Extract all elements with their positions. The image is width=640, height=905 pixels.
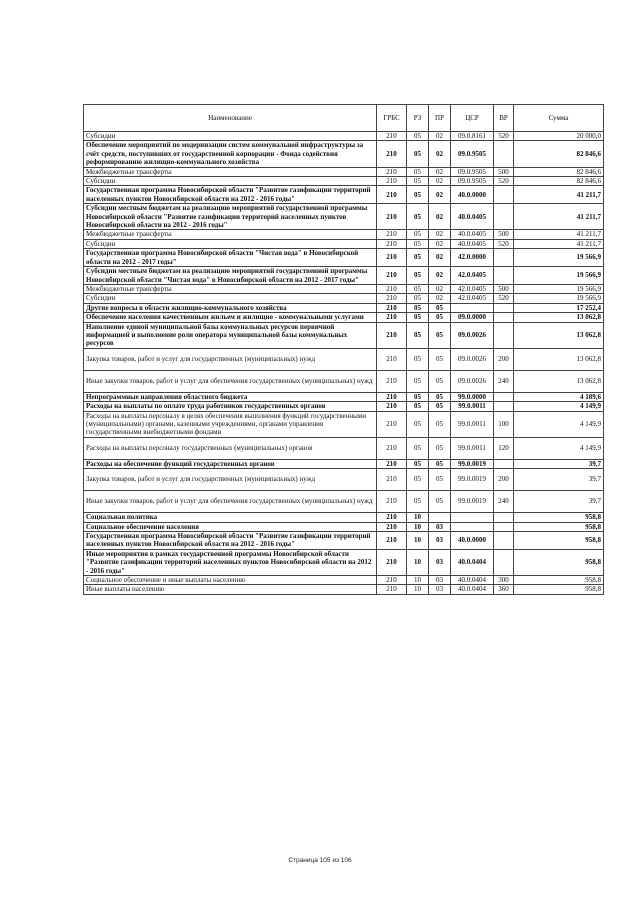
cell-sum: 13 062,8 — [514, 370, 604, 392]
cell-rz: 10 — [407, 522, 429, 531]
cell-grbs: 210 — [377, 491, 407, 513]
cell-rz: 05 — [407, 186, 429, 204]
table-row — [84, 204, 604, 230]
table-row — [84, 177, 604, 186]
cell-grbs: 210 — [377, 177, 407, 186]
cell-sum: 82 846,6 — [514, 177, 604, 186]
cell-csr: 40.0.0405 — [451, 239, 494, 248]
cell-grbs: 210 — [377, 522, 407, 531]
cell-rz: 10 — [407, 576, 429, 585]
cell-grbs: 210 — [377, 167, 407, 176]
cell-rz: 05 — [407, 230, 429, 239]
cell-name: Закупка товаров, работ и услуг для государственных (муниципальных) нужд — [84, 348, 377, 370]
table-row — [84, 576, 604, 585]
cell-sum: 958,8 — [514, 549, 604, 575]
cell-sum: 19 566,9 — [514, 267, 604, 285]
cell-pr: 05 — [429, 370, 451, 392]
cell-csr: 42.0.0405 — [451, 284, 494, 293]
cell-grbs: 210 — [377, 284, 407, 293]
cell-csr: 99.0.0019 — [451, 491, 494, 513]
cell-pr: 03 — [429, 585, 451, 594]
cell-name: Государственная программа Новосибирской области "Чистая вода" в Новосибирской области на 2012 - 2017 годы" — [84, 249, 377, 267]
cell-vr — [494, 141, 514, 167]
cell-csr — [451, 522, 494, 531]
cell-vr — [494, 186, 514, 204]
cell-rz: 05 — [407, 411, 429, 437]
cell-pr: 02 — [429, 294, 451, 303]
cell-vr: 520 — [494, 177, 514, 186]
cell-name: Субсидии — [84, 177, 377, 186]
cell-grbs: 210 — [377, 549, 407, 575]
cell-sum: 4 149,9 — [514, 411, 604, 437]
cell-sum: 20 000,0 — [514, 132, 604, 141]
cell-csr: 40.0.0404 — [451, 576, 494, 585]
cell-csr: 42.0.0000 — [451, 249, 494, 267]
cell-sum: 19 566,9 — [514, 294, 604, 303]
cell-sum: 41 211,7 — [514, 230, 604, 239]
cell-vr — [494, 532, 514, 550]
cell-rz: 05 — [407, 370, 429, 392]
cell-pr: 05 — [429, 392, 451, 401]
cell-vr: 240 — [494, 370, 514, 392]
cell-pr — [429, 513, 451, 522]
cell-grbs: 210 — [377, 532, 407, 550]
cell-pr: 05 — [429, 322, 451, 348]
cell-vr — [494, 322, 514, 348]
cell-name: Обеспечение населения качественным жильем и жилищно - коммунальными услугами — [84, 313, 377, 322]
cell-vr: 120 — [494, 437, 514, 459]
cell-name: Расходы на выплаты персоналу в целях обеспечения выполнения функций государственными (муниципальными) органами, казенными учреждениями, органами управления государственными внебюджетными фондами — [84, 411, 377, 437]
cell-rz: 05 — [407, 294, 429, 303]
cell-vr: 500 — [494, 284, 514, 293]
cell-sum: 39,7 — [514, 491, 604, 513]
cell-grbs: 210 — [377, 186, 407, 204]
cell-grbs: 210 — [377, 576, 407, 585]
cell-name: Расходы на обеспечение функций государственных органов — [84, 459, 377, 468]
cell-csr: 99.0.0019 — [451, 459, 494, 468]
cell-sum: 39,7 — [514, 469, 604, 491]
header-pr: ПР — [429, 105, 451, 132]
header-name: Наименование — [84, 105, 377, 132]
cell-pr: 02 — [429, 239, 451, 248]
cell-pr: 02 — [429, 204, 451, 230]
table-row — [84, 167, 604, 176]
cell-name: Расходы на выплаты по оплате труда работников государственных органов — [84, 402, 377, 411]
cell-vr: 360 — [494, 585, 514, 594]
cell-grbs: 210 — [377, 239, 407, 248]
cell-csr: 42.0.0405 — [451, 267, 494, 285]
table-row — [84, 322, 604, 348]
cell-name: Субсидии местным бюджетам на реализацию мероприятий государственной программы Новосибирской области "Чистая вода" в Новосибирской области на 2012 - 2017 годы" — [84, 267, 377, 285]
cell-pr: 02 — [429, 230, 451, 239]
budget-table-sheet — [83, 104, 603, 595]
header-grbs: ГРБС — [377, 105, 407, 132]
table-row — [84, 267, 604, 285]
cell-vr — [494, 392, 514, 401]
table-row — [84, 392, 604, 401]
cell-vr: 500 — [494, 167, 514, 176]
cell-name: Иные мероприятия в рамках государственной программы Новосибирской области "Развитие газификации территорий населенных пунктов Новосибирской области на 2012 - 2016 годы" — [84, 549, 377, 575]
cell-name: Расходы на выплаты персоналу государственных (муниципальных) органов — [84, 437, 377, 459]
cell-vr: 100 — [494, 411, 514, 437]
cell-pr: 03 — [429, 532, 451, 550]
cell-grbs: 210 — [377, 392, 407, 401]
cell-grbs: 210 — [377, 411, 407, 437]
cell-vr: 520 — [494, 294, 514, 303]
cell-sum: 4 149,9 — [514, 402, 604, 411]
cell-sum: 39,7 — [514, 459, 604, 468]
cell-rz: 05 — [407, 303, 429, 312]
cell-csr: 99.0.0011 — [451, 437, 494, 459]
cell-csr: 09.0.9505 — [451, 177, 494, 186]
cell-name: Социальное обеспечение населения — [84, 522, 377, 531]
cell-name: Межбюджетные трансферты — [84, 167, 377, 176]
cell-sum: 41 211,7 — [514, 239, 604, 248]
cell-pr: 03 — [429, 522, 451, 531]
cell-sum: 13 062,8 — [514, 322, 604, 348]
cell-grbs: 210 — [377, 513, 407, 522]
cell-pr: 02 — [429, 177, 451, 186]
cell-grbs: 210 — [377, 459, 407, 468]
cell-csr: 09.0.0026 — [451, 370, 494, 392]
cell-pr: 02 — [429, 249, 451, 267]
cell-pr: 02 — [429, 284, 451, 293]
cell-name: Социальное обеспечение и иные выплаты населению — [84, 576, 377, 585]
cell-csr: 40.0.0000 — [451, 532, 494, 550]
cell-sum: 82 846,6 — [514, 141, 604, 167]
cell-name: Обеспечение мероприятий по модернизации систем коммунальной инфраструктуры за счёт средств, поступивших от государственной корпорации - Фонда содействия реформированию жилищно-коммунального хозяйства — [84, 141, 377, 167]
table-row — [84, 230, 604, 239]
table-row — [84, 313, 604, 322]
cell-sum: 13 062,8 — [514, 313, 604, 322]
cell-rz: 05 — [407, 141, 429, 167]
cell-grbs: 210 — [377, 267, 407, 285]
cell-csr: 09.0.0026 — [451, 322, 494, 348]
cell-vr: 520 — [494, 239, 514, 248]
cell-csr: 99.0.0000 — [451, 392, 494, 401]
cell-name: Закупка товаров, работ и услуг для государственных (муниципальных) нужд — [84, 469, 377, 491]
cell-rz: 05 — [407, 437, 429, 459]
table-row — [84, 284, 604, 293]
cell-pr: 05 — [429, 437, 451, 459]
cell-pr: 02 — [429, 186, 451, 204]
cell-name: Иные закупки товаров, работ и услуг для обеспечения государственных (муниципальных) нужд — [84, 491, 377, 513]
cell-sum: 958,8 — [514, 576, 604, 585]
table-row — [84, 294, 604, 303]
cell-pr: 05 — [429, 313, 451, 322]
cell-rz: 05 — [407, 348, 429, 370]
cell-vr — [494, 402, 514, 411]
cell-rz: 05 — [407, 267, 429, 285]
cell-pr: 02 — [429, 132, 451, 141]
cell-name: Иные выплаты населению — [84, 585, 377, 594]
cell-rz: 05 — [407, 469, 429, 491]
cell-name: Другие вопросы в области жилищно-коммунального хозяйства — [84, 303, 377, 312]
cell-sum: 19 566,9 — [514, 284, 604, 293]
cell-sum: 4 189,6 — [514, 392, 604, 401]
table-row — [84, 549, 604, 575]
cell-pr: 05 — [429, 348, 451, 370]
table-row — [84, 459, 604, 468]
cell-rz: 05 — [407, 249, 429, 267]
cell-csr: 99.0.0019 — [451, 469, 494, 491]
cell-pr: 03 — [429, 576, 451, 585]
cell-rz: 05 — [407, 402, 429, 411]
cell-sum: 958,8 — [514, 513, 604, 522]
cell-rz: 10 — [407, 513, 429, 522]
cell-rz: 10 — [407, 585, 429, 594]
cell-pr: 05 — [429, 402, 451, 411]
cell-vr: 500 — [494, 230, 514, 239]
cell-grbs: 210 — [377, 437, 407, 459]
cell-rz: 05 — [407, 459, 429, 468]
cell-rz: 05 — [407, 322, 429, 348]
cell-name: Наполнение единой муниципальной базы коммунальных ресурсов первичной информацией и выполнение роли оператора муниципальной базы коммунальных ресурсов — [84, 322, 377, 348]
cell-rz: 10 — [407, 549, 429, 575]
cell-vr: 200 — [494, 348, 514, 370]
table-row — [84, 141, 604, 167]
cell-csr: 40.0.0404 — [451, 549, 494, 575]
cell-grbs: 210 — [377, 132, 407, 141]
cell-name: Субсидии — [84, 132, 377, 141]
cell-name: Государственная программа Новосибирской области "Развитие газификации территорий населенных пунктов Новосибирской области на 2012 - 2016 годы" — [84, 186, 377, 204]
cell-csr: 42.0.0405 — [451, 294, 494, 303]
cell-rz: 05 — [407, 239, 429, 248]
cell-sum: 958,8 — [514, 522, 604, 531]
table-row — [84, 513, 604, 522]
cell-rz: 05 — [407, 132, 429, 141]
cell-name: Непрограммные направления областного бюджета — [84, 392, 377, 401]
cell-pr: 05 — [429, 459, 451, 468]
cell-csr — [451, 513, 494, 522]
cell-vr: 200 — [494, 469, 514, 491]
header-rz: РЗ — [407, 105, 429, 132]
cell-rz: 10 — [407, 532, 429, 550]
cell-csr: 40.0.0404 — [451, 585, 494, 594]
cell-csr: 09.0.0000 — [451, 313, 494, 322]
cell-sum: 41 211,7 — [514, 204, 604, 230]
cell-vr: 520 — [494, 132, 514, 141]
cell-sum: 19 566,9 — [514, 249, 604, 267]
cell-vr: 300 — [494, 576, 514, 585]
table-row — [84, 402, 604, 411]
table-row — [84, 370, 604, 392]
cell-vr — [494, 313, 514, 322]
cell-sum: 4 149,9 — [514, 437, 604, 459]
table-row — [84, 249, 604, 267]
cell-vr — [494, 513, 514, 522]
cell-name: Субсидии — [84, 294, 377, 303]
cell-csr — [451, 303, 494, 312]
cell-grbs: 210 — [377, 370, 407, 392]
cell-grbs: 210 — [377, 402, 407, 411]
table-header-row — [84, 105, 604, 132]
cell-csr: 40.0.0405 — [451, 230, 494, 239]
cell-pr: 02 — [429, 141, 451, 167]
cell-grbs: 210 — [377, 303, 407, 312]
cell-name: Социальная политика — [84, 513, 377, 522]
header-csr: ЦСР — [451, 105, 494, 132]
cell-csr: 09.0.9505 — [451, 167, 494, 176]
cell-grbs: 210 — [377, 585, 407, 594]
cell-grbs: 210 — [377, 294, 407, 303]
cell-rz: 05 — [407, 392, 429, 401]
cell-name: Государственная программа Новосибирской области "Развитие газификации территорий населенных пунктов Новосибирской области на 2012 - 2016 годы" — [84, 532, 377, 550]
cell-rz: 05 — [407, 167, 429, 176]
cell-csr: 09.0.0026 — [451, 348, 494, 370]
cell-rz: 05 — [407, 284, 429, 293]
cell-vr — [494, 522, 514, 531]
table-row — [84, 532, 604, 550]
table-row — [84, 411, 604, 437]
cell-pr: 02 — [429, 267, 451, 285]
cell-sum: 17 252,4 — [514, 303, 604, 312]
cell-pr: 03 — [429, 549, 451, 575]
cell-grbs: 210 — [377, 230, 407, 239]
cell-vr — [494, 267, 514, 285]
table-row — [84, 348, 604, 370]
cell-name: Субсидии местным бюджетам на реализацию мероприятий государственной программы Новосибирской области "Развитие газификации территорий населенных пунктов Новосибирской области на 2012 - 2016 годы" — [84, 204, 377, 230]
header-vr: ВР — [494, 105, 514, 132]
budget-table — [83, 104, 604, 595]
cell-csr: 40.0.0405 — [451, 204, 494, 230]
cell-vr — [494, 459, 514, 468]
cell-grbs: 210 — [377, 469, 407, 491]
cell-grbs: 210 — [377, 322, 407, 348]
cell-rz: 05 — [407, 313, 429, 322]
table-row — [84, 132, 604, 141]
cell-rz: 05 — [407, 177, 429, 186]
cell-csr: 09.0.9505 — [451, 141, 494, 167]
cell-sum: 958,8 — [514, 585, 604, 594]
cell-vr: 240 — [494, 491, 514, 513]
cell-csr: 99.0.0011 — [451, 402, 494, 411]
table-row — [84, 469, 604, 491]
cell-vr — [494, 549, 514, 575]
cell-grbs: 210 — [377, 204, 407, 230]
cell-grbs: 210 — [377, 313, 407, 322]
table-row — [84, 437, 604, 459]
cell-pr: 02 — [429, 167, 451, 176]
table-row — [84, 585, 604, 594]
cell-name: Иные закупки товаров, работ и услуг для обеспечения государственных (муниципальных) нужд — [84, 370, 377, 392]
cell-vr — [494, 303, 514, 312]
cell-name: Межбюджетные трансферты — [84, 284, 377, 293]
cell-name: Межбюджетные трансферты — [84, 230, 377, 239]
table-row — [84, 522, 604, 531]
cell-vr — [494, 204, 514, 230]
page-footer: Страница 105 из 106 — [288, 857, 352, 864]
cell-pr: 05 — [429, 491, 451, 513]
cell-pr: 05 — [429, 469, 451, 491]
cell-sum: 82 846,6 — [514, 167, 604, 176]
header-sum: Сумма — [514, 105, 604, 132]
cell-pr: 05 — [429, 303, 451, 312]
table-row — [84, 303, 604, 312]
cell-grbs: 210 — [377, 141, 407, 167]
cell-csr: 40.0.0000 — [451, 186, 494, 204]
cell-csr: 99.0.0011 — [451, 411, 494, 437]
cell-rz: 05 — [407, 204, 429, 230]
cell-pr: 05 — [429, 411, 451, 437]
cell-csr: 09.0.8161 — [451, 132, 494, 141]
cell-grbs: 210 — [377, 249, 407, 267]
cell-grbs: 210 — [377, 348, 407, 370]
cell-name: Субсидии — [84, 239, 377, 248]
cell-vr — [494, 249, 514, 267]
cell-sum: 41 211,7 — [514, 186, 604, 204]
table-row — [84, 186, 604, 204]
cell-sum: 958,8 — [514, 532, 604, 550]
table-body — [84, 132, 604, 595]
table-row — [84, 239, 604, 248]
cell-sum: 13 062,8 — [514, 348, 604, 370]
cell-rz: 05 — [407, 491, 429, 513]
table-row — [84, 491, 604, 513]
